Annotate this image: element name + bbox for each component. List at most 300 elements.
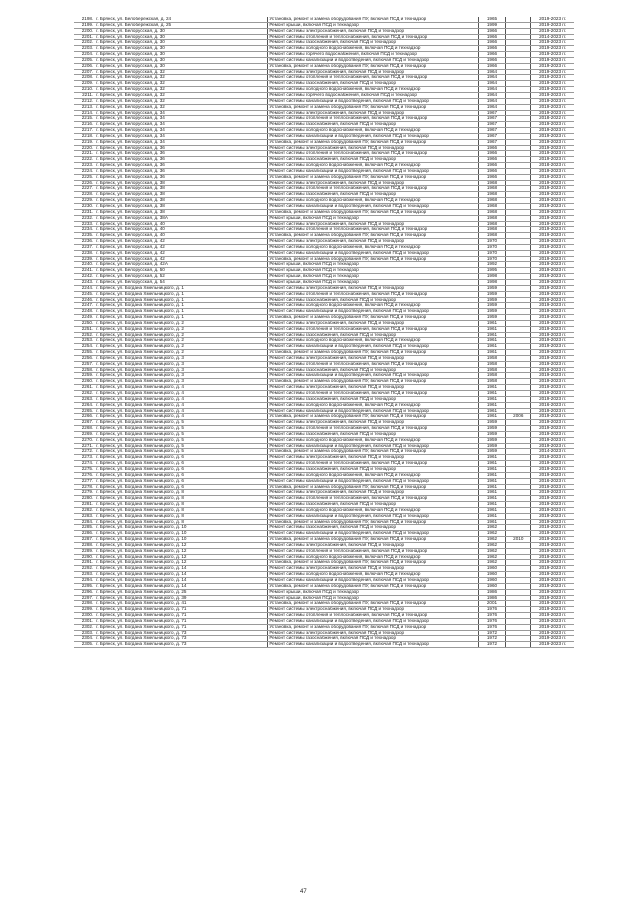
planned-period-cell: 2019-2023 гг. bbox=[531, 385, 574, 391]
build-year-cell: 1972 bbox=[478, 636, 505, 642]
build-year-cell: 1961 bbox=[478, 385, 505, 391]
build-year-cell: 1964 bbox=[478, 81, 505, 87]
row-number: 2303. bbox=[74, 630, 95, 636]
address-cell: г. Брянск, ул. Богдана Хмельницкого, д. 2 bbox=[95, 338, 268, 344]
work-type-cell: Ремонт системы канализации и водоотведения, включая ПСД и технадзор bbox=[268, 373, 479, 379]
last-repair-year-cell: 2006 bbox=[506, 414, 531, 420]
address-cell: г. Брянск, ул. Богдана Хмельницкого, д. 8 bbox=[95, 496, 268, 502]
capital-repair-table bbox=[74, 17, 574, 648]
build-year-cell: 1958 bbox=[478, 373, 505, 379]
row-number: 2255. bbox=[74, 350, 95, 356]
row-number: 2266. bbox=[74, 414, 95, 420]
build-year-cell: 1962 bbox=[478, 531, 505, 537]
row-number: 2242. bbox=[74, 274, 95, 280]
row-number: 2250. bbox=[74, 320, 95, 326]
planned-period-cell: 2019-2023 гг. bbox=[531, 192, 574, 198]
address-cell: г. Брянск, ул. Белорусская, д. 30 bbox=[95, 28, 268, 34]
planned-period-cell: 2019-2023 гг. bbox=[531, 583, 574, 589]
build-year-cell: 1964 bbox=[478, 87, 505, 93]
row-number: 2265. bbox=[74, 408, 95, 414]
row-number: 2299. bbox=[74, 607, 95, 613]
work-type-cell: Ремонт крыши, включая ПСД и технадзор bbox=[268, 215, 479, 221]
planned-period-cell: 2019-2023 гг. bbox=[531, 426, 574, 432]
address-cell: г. Брянск, ул. Белорусская, д. 52 bbox=[95, 274, 268, 280]
work-type-cell: Ремонт системы газоснабжения, включая ПСД и технадзор bbox=[268, 431, 479, 437]
work-type-cell: Ремонт системы электроснабжения, включая ПСД и технадзор bbox=[268, 630, 479, 636]
address-cell: г. Брянск, ул. Белобережская, д. 25 bbox=[95, 22, 268, 28]
work-type-cell: Установка, ремонт и замена оборудования ПУ, включая ПСД и технадзор bbox=[268, 233, 479, 239]
address-cell: г. Брянск, ул. Богдана Хмельницкого, д. 5 bbox=[95, 420, 268, 426]
work-type-cell: Ремонт системы электроснабжения, включая ПСД и технадзор bbox=[268, 221, 479, 227]
build-year-cell: 1959 bbox=[478, 431, 505, 437]
row-number: 2273. bbox=[74, 455, 95, 461]
build-year-cell: 1961 bbox=[478, 326, 505, 332]
build-year-cell: 1964 bbox=[478, 104, 505, 110]
address-cell: г. Брянск, ул. Богдана Хмельницкого, д. 1 bbox=[95, 297, 268, 303]
row-number: 2289. bbox=[74, 548, 95, 554]
row-number: 2282. bbox=[74, 507, 95, 513]
planned-period-cell: 2019-2023 гг. bbox=[531, 274, 574, 280]
planned-period-cell: 2019-2023 гг. bbox=[531, 414, 574, 420]
row-number: 2283. bbox=[74, 513, 95, 519]
address-cell: г. Брянск, ул. Белорусская, д. 34 bbox=[95, 128, 268, 134]
build-year-cell: 1959 bbox=[478, 309, 505, 315]
row-number: 2262. bbox=[74, 391, 95, 397]
planned-period-cell: 2019-2023 гг. bbox=[531, 396, 574, 402]
planned-period-cell: 2019-2023 гг. bbox=[531, 578, 574, 584]
address-cell: г. Брянск, ул. Белорусская, д. 34 bbox=[95, 110, 268, 116]
planned-period-cell: 2019-2023 гг. bbox=[531, 186, 574, 192]
row-number: 2235. bbox=[74, 233, 95, 239]
work-type-cell: Ремонт системы отопления и теплоснабжения, включая ПСД и технадзор bbox=[268, 151, 479, 157]
build-year-cell: 1959 bbox=[478, 297, 505, 303]
page-number: 47 bbox=[300, 889, 307, 895]
address-cell: г. Брянск, ул. Белорусская, д. 40 bbox=[95, 221, 268, 227]
address-cell: г. Брянск, ул. Белорусская, д. 30 bbox=[95, 63, 268, 69]
address-cell: г. Брянск, ул. Богдана Хмельницкого, д. 1 bbox=[95, 303, 268, 309]
work-type-cell: Ремонт системы электроснабжения, включая ПСД и технадзор bbox=[268, 385, 479, 391]
planned-period-cell: 2019-2023 гг. bbox=[531, 151, 574, 157]
build-year-cell: 1962 bbox=[478, 537, 505, 543]
address-cell: г. Брянск, ул. Богдана Хмельницкого, д. 8 bbox=[95, 519, 268, 525]
work-type-cell: Ремонт системы электроснабжения, включая ПСД и технадзор bbox=[268, 239, 479, 245]
work-type-cell: Ремонт системы канализации и водоотведения, включая ПСД и технадзор bbox=[268, 443, 479, 449]
planned-period-cell: 2019-2023 гг. bbox=[531, 250, 574, 256]
build-year-cell: 1961 bbox=[478, 502, 505, 508]
address-cell: г. Брянск, ул. Белорусская, д. 38 bbox=[95, 198, 268, 204]
build-year-cell: 1966 bbox=[478, 57, 505, 63]
planned-period-cell: 2019-2023 гг. bbox=[531, 431, 574, 437]
planned-period-cell: 2019-2023 гг. bbox=[531, 320, 574, 326]
row-number: 2214. bbox=[74, 110, 95, 116]
address-cell: г. Брянск, ул. Богдана Хмельницкого, д. 2 bbox=[95, 350, 268, 356]
address-cell: г. Брянск, ул. Богдана Хмельницкого, д. 6 bbox=[95, 472, 268, 478]
address-cell: г. Брянск, ул. Белорусская, д. 36 bbox=[95, 174, 268, 180]
work-type-cell: Установка, ремонт и замена оборудования ПУ, включая ПСД и технадзор bbox=[268, 139, 479, 145]
build-year-cell: 1961 bbox=[478, 484, 505, 490]
address-cell: г. Брянск, ул. Белорусская, д. 32 bbox=[95, 87, 268, 93]
build-year-cell: 1958 bbox=[478, 379, 505, 385]
work-type-cell: Ремонт системы холодного водоснабжения, включая ПСД и технадзор bbox=[268, 437, 479, 443]
work-type-cell: Установка, ремонт и замена оборудования ПУ, включая ПСД и технадзор bbox=[268, 256, 479, 262]
address-cell: г. Брянск, ул. Белорусская, д. 32 bbox=[95, 69, 268, 75]
work-type-cell: Ремонт системы холодного водоснабжения, включая ПСД и технадзор bbox=[268, 163, 479, 169]
address-cell: г. Брянск, ул. Богдана Хмельницкого, д. 2 bbox=[95, 326, 268, 332]
address-cell: г. Брянск, ул. Белорусская, д. 34 bbox=[95, 139, 268, 145]
address-cell: г. Брянск, ул. Богдана Хмельницкого, д. 14 bbox=[95, 578, 268, 584]
row-number: 2281. bbox=[74, 502, 95, 508]
planned-period-cell: 2019-2023 гг. bbox=[531, 636, 574, 642]
address-cell: г. Брянск, ул. Белорусская, д. 32 bbox=[95, 104, 268, 110]
planned-period-cell: 2019-2023 гг. bbox=[531, 157, 574, 163]
address-cell: г. Брянск, ул. Богдана Хмельницкого, д. 8 bbox=[95, 490, 268, 496]
build-year-cell: 1995 bbox=[478, 268, 505, 274]
address-cell: г. Брянск, ул. Белорусская, д. 38 bbox=[95, 204, 268, 210]
work-type-cell: Ремонт системы холодного водоснабжения, включая ПСД и технадзор bbox=[268, 46, 479, 52]
build-year-cell: 1962 bbox=[478, 554, 505, 560]
planned-period-cell: 2019-2023 гг. bbox=[531, 472, 574, 478]
row-number: 2301. bbox=[74, 618, 95, 624]
address-cell: г. Брянск, ул. Богдана Хмельницкого, д. 8 bbox=[95, 502, 268, 508]
planned-period-cell: 2019-2023 гг. bbox=[531, 519, 574, 525]
build-year-cell: 1962 bbox=[478, 560, 505, 566]
build-year-cell: 1958 bbox=[478, 355, 505, 361]
work-type-cell: Ремонт системы отопления и теплоснабжения, включая ПСД и технадзор bbox=[268, 496, 479, 502]
work-type-cell: Ремонт системы канализации и водоотведения, включая ПСД и технадзор bbox=[268, 309, 479, 315]
work-type-cell: Ремонт системы электроснабжения, включая ПСД и технадзор bbox=[268, 420, 479, 426]
row-number: 2200. bbox=[74, 28, 95, 34]
planned-period-cell: 2016-2023 гг. bbox=[531, 402, 574, 408]
build-year-cell: 1961 bbox=[478, 320, 505, 326]
work-type-cell: Ремонт системы канализации и водоотведения, включая ПСД и технадзор bbox=[268, 133, 479, 139]
build-year-cell: 1966 bbox=[478, 168, 505, 174]
row-number: 2228. bbox=[74, 192, 95, 198]
planned-period-cell: 2019-2023 гг. bbox=[531, 285, 574, 291]
work-type-cell: Ремонт системы канализации и водоотведения, включая ПСД и технадзор bbox=[268, 531, 479, 537]
row-number: 2267. bbox=[74, 420, 95, 426]
row-number: 2287. bbox=[74, 537, 95, 543]
work-type-cell: Ремонт системы газоснабжения, включая ПСД и технадзор bbox=[268, 502, 479, 508]
planned-period-cell: 2019-2023 гг. bbox=[531, 221, 574, 227]
planned-period-cell: 2019-2023 гг. bbox=[531, 560, 574, 566]
build-year-cell: 1965 bbox=[478, 17, 505, 22]
address-cell: г. Брянск, ул. Богдана Хмельницкого, д. 12 bbox=[95, 542, 268, 548]
build-year-cell: 1961 bbox=[478, 414, 505, 420]
row-number: 2278. bbox=[74, 484, 95, 490]
work-type-cell: Ремонт крыши, включая ПСД и технадзор bbox=[268, 262, 479, 268]
address-cell: г. Брянск, ул. Белорусская, д. 42А bbox=[95, 262, 268, 268]
work-type-cell: Ремонт системы электроснабжения, включая ПСД и технадзор bbox=[268, 285, 479, 291]
planned-period-cell: 2019-2023 гг. bbox=[531, 57, 574, 63]
build-year-cell: 1958 bbox=[478, 367, 505, 373]
planned-period-cell: 2019-2023 гг. bbox=[531, 344, 574, 350]
row-number: 2298. bbox=[74, 601, 95, 607]
build-year-cell: 1970 bbox=[478, 250, 505, 256]
build-year-cell: 1968 bbox=[478, 233, 505, 239]
address-cell: г. Брянск, ул. Белорусская, д. 42 bbox=[95, 239, 268, 245]
address-cell: г. Брянск, ул. Богдана Хмельницкого, д. 2 bbox=[95, 344, 268, 350]
planned-period-cell: 2019-2023 гг. bbox=[531, 338, 574, 344]
work-type-cell: Установка, ремонт и замена оборудования ПУ, включая ПСД и технадзор bbox=[268, 379, 479, 385]
build-year-cell: 1959 bbox=[478, 285, 505, 291]
build-year-cell: 1972 bbox=[478, 642, 505, 648]
work-type-cell: Ремонт системы канализации и водоотведения, включая ПСД и технадзор bbox=[268, 513, 479, 519]
work-type-cell: Ремонт системы отопления и теплоснабжения, включая ПСД и технадзор bbox=[268, 426, 479, 432]
work-type-cell: Ремонт системы холодного водоснабжения, включая ПСД и технадзор bbox=[268, 87, 479, 93]
row-number: 2216. bbox=[74, 122, 95, 128]
work-type-cell: Ремонт системы канализации и водоотведения, включая ПСД и технадзор bbox=[268, 408, 479, 414]
planned-period-cell: 2019-2023 гг. bbox=[531, 315, 574, 321]
planned-period-cell: 2019-2023 гг. bbox=[531, 361, 574, 367]
planned-period-cell: 2019-2023 гг. bbox=[531, 379, 574, 385]
planned-period-cell: 2016-2023 гг. bbox=[531, 478, 574, 484]
planned-period-cell: 2019-2023 гг. bbox=[531, 566, 574, 572]
last-repair-year-cell: 2010 bbox=[506, 537, 531, 543]
work-type-cell: Ремонт системы канализации и водоотведения, включая ПСД и технадзор bbox=[268, 642, 479, 648]
address-cell: г. Брянск, ул. Богдана Хмельницкого, д. 8 bbox=[95, 507, 268, 513]
build-year-cell: 1961 bbox=[478, 396, 505, 402]
address-cell: г. Брянск, ул. Богдана Хмельницкого, д. 14 bbox=[95, 583, 268, 589]
build-year-cell: 1976 bbox=[478, 607, 505, 613]
build-year-cell: 1964 bbox=[478, 92, 505, 98]
row-number: 2302. bbox=[74, 624, 95, 630]
work-type-cell: Установка, ремонт и замена оборудования ПУ, включая ПСД и технадзор bbox=[268, 560, 479, 566]
address-cell: г. Брянск, ул. Белорусская, д. 38А bbox=[95, 215, 268, 221]
build-year-cell: 1968 bbox=[478, 209, 505, 215]
row-number: 2246. bbox=[74, 297, 95, 303]
build-year-cell: 1959 bbox=[478, 443, 505, 449]
planned-period-cell: 2019-2023 гг. bbox=[531, 46, 574, 52]
planned-period-cell: 2019-2023 гг. bbox=[531, 63, 574, 69]
build-year-cell: 1966 bbox=[478, 174, 505, 180]
row-number: 2290. bbox=[74, 554, 95, 560]
row-number: 2304. bbox=[74, 636, 95, 642]
planned-period-cell: 2019-2023 гг. bbox=[531, 122, 574, 128]
address-cell: г. Брянск, ул. Белорусская, д. 36 bbox=[95, 168, 268, 174]
address-cell: г. Брянск, ул. Богдана Хмельницкого, д. 12 bbox=[95, 560, 268, 566]
build-year-cell: 1962 bbox=[478, 525, 505, 531]
row-number: 2271. bbox=[74, 443, 95, 449]
row-number: 2274. bbox=[74, 461, 95, 467]
address-cell: г. Брянск, ул. Богдана Хмельницкого, д. 5 bbox=[95, 426, 268, 432]
build-year-cell: 1998 bbox=[478, 274, 505, 280]
row-number: 2254. bbox=[74, 344, 95, 350]
build-year-cell: 1968 bbox=[478, 227, 505, 233]
work-type-cell: Ремонт системы холодного водоснабжения, включая ПСД и технадзор bbox=[268, 554, 479, 560]
work-type-cell: Ремонт системы отопления и теплоснабжения, включая ПСД и технадзор bbox=[268, 548, 479, 554]
build-year-cell: 1962 bbox=[478, 548, 505, 554]
address-cell: г. Брянск, ул. Белорусская, д. 36 bbox=[95, 151, 268, 157]
planned-period-cell: 2019-2023 гг. bbox=[531, 642, 574, 648]
address-cell: г. Брянск, ул. Богдана Хмельницкого, д. 5 bbox=[95, 437, 268, 443]
planned-period-cell: 2019-2023 гг. bbox=[531, 350, 574, 356]
address-cell: г. Брянск, ул. Белорусская, д. 30 bbox=[95, 52, 268, 58]
build-year-cell: 1966 bbox=[478, 34, 505, 40]
table-row bbox=[74, 642, 574, 648]
work-type-cell: Ремонт системы отопления и теплоснабжения, включая ПСД и технадзор bbox=[268, 326, 479, 332]
address-cell: г. Брянск, ул. Белорусская, д. 36 bbox=[95, 145, 268, 151]
build-year-cell: 1958 bbox=[478, 361, 505, 367]
row-number: 2286. bbox=[74, 531, 95, 537]
work-type-cell: Ремонт системы отопления и теплоснабжения, включая ПСД и технадзор bbox=[268, 461, 479, 467]
work-type-cell: Ремонт системы канализации и водоотведения, включая ПСД и технадзор bbox=[268, 578, 479, 584]
work-type-cell: Ремонт системы газоснабжения, включая ПСД и технадзор bbox=[268, 367, 479, 373]
work-type-cell: Ремонт крыши, включая ПСД и технадзор bbox=[268, 22, 479, 28]
address-cell: г. Брянск, ул. Белорусская, д. 30 bbox=[95, 40, 268, 46]
address-cell: г. Брянск, ул. Белорусская, д. 36 bbox=[95, 163, 268, 169]
work-type-cell: Ремонт системы электроснабжения, включая ПСД и технадзор bbox=[268, 69, 479, 75]
row-number: 2249. bbox=[74, 315, 95, 321]
work-type-cell: Установка, ремонт и замена оборудования ПУ, включая ПСД и технадзор bbox=[268, 537, 479, 543]
build-year-cell: 1964 bbox=[478, 75, 505, 81]
work-type-cell: Установка, ремонт и замена оборудования ПУ, включая ПСД и технадзор bbox=[268, 17, 479, 22]
address-cell: г. Брянск, ул. Богдана Хмельницкого, д. 4 bbox=[95, 414, 268, 420]
work-type-cell: Ремонт системы отопления и теплоснабжения, включая ПСД и технадзор bbox=[268, 227, 479, 233]
planned-period-cell: 2019-2023 гг. bbox=[531, 455, 574, 461]
planned-period-cell: 2019-2023 гг. bbox=[531, 595, 574, 601]
planned-period-cell: 2019-2023 гг. bbox=[531, 262, 574, 268]
planned-period-cell: 2019-2023 гг. bbox=[531, 40, 574, 46]
planned-period-cell: 2018-2023 гг. bbox=[531, 163, 574, 169]
planned-period-cell: 2019-2023 гг. bbox=[531, 391, 574, 397]
work-type-cell: Ремонт системы канализации и водоотведения, включая ПСД и технадзор bbox=[268, 250, 479, 256]
row-number: 2243. bbox=[74, 279, 95, 285]
row-number: 2198. bbox=[74, 17, 95, 22]
row-number: 2223. bbox=[74, 163, 95, 169]
row-number: 2206. bbox=[74, 63, 95, 69]
address-cell: г. Брянск, ул. Белорусская, д. 34 bbox=[95, 116, 268, 122]
work-type-cell: Ремонт крыши, включая ПСД и технадзор bbox=[268, 589, 479, 595]
work-type-cell: Ремонт системы холодного водоснабжения, включая ПСД и технадзор bbox=[268, 507, 479, 513]
build-year-cell: 1961 bbox=[478, 455, 505, 461]
work-type-cell: Ремонт системы электроснабжения, включая ПСД и технадзор bbox=[268, 28, 479, 34]
work-type-cell: Ремонт системы холодного водоснабжения, включая ПСД и технадзор bbox=[268, 338, 479, 344]
build-year-cell: 1960 bbox=[478, 578, 505, 584]
planned-period-cell: 2014-2023 гг. bbox=[531, 449, 574, 455]
row-number: 2279. bbox=[74, 490, 95, 496]
work-type-cell: Установка, ремонт и замена оборудования ПУ, включая ПСД и технадзор bbox=[268, 601, 479, 607]
planned-period-cell: 2019-2023 гг. bbox=[531, 613, 574, 619]
address-cell: г. Брянск, ул. Богдана Хмельницкого, д. 5 bbox=[95, 449, 268, 455]
planned-period-cell: 2019-2023 гг. bbox=[531, 408, 574, 414]
work-type-cell: Ремонт системы канализации и водоотведения, включая ПСД и технадзор bbox=[268, 618, 479, 624]
address-cell: г. Брянск, ул. Богдана Хмельницкого, д. 39 bbox=[95, 595, 268, 601]
row-number: 2245. bbox=[74, 291, 95, 297]
address-cell: г. Брянск, ул. Богдана Хмельницкого, д. 4 bbox=[95, 396, 268, 402]
address-cell: г. Брянск, ул. Белорусская, д. 42 bbox=[95, 256, 268, 262]
work-type-cell: Установка, ремонт и замена оборудования ПУ, включая ПСД и технадзор bbox=[268, 484, 479, 490]
row-number: 2231. bbox=[74, 209, 95, 215]
work-type-cell: Установка, ремонт и замена оборудования ПУ, включая ПСД и технадзор bbox=[268, 624, 479, 630]
row-number: 2256. bbox=[74, 355, 95, 361]
address-cell: г. Брянск, ул. Богдана Хмельницкого, д. 3 bbox=[95, 373, 268, 379]
address-cell: г. Брянск, ул. Белорусская, д. 38 bbox=[95, 186, 268, 192]
build-year-cell: 1961 bbox=[478, 490, 505, 496]
work-type-cell: Ремонт системы горячего водоснабжения, включая ПСД и технадзор bbox=[268, 52, 479, 58]
build-year-cell: 1966 bbox=[478, 157, 505, 163]
row-number: 2252. bbox=[74, 332, 95, 338]
row-number: 2288. bbox=[74, 542, 95, 548]
work-type-cell: Ремонт системы электроснабжения, включая ПСД и технадзор bbox=[268, 110, 479, 116]
address-cell: г. Брянск, ул. Белорусская, д. 38 bbox=[95, 192, 268, 198]
planned-period-cell: 2019-2023 гг. bbox=[531, 204, 574, 210]
work-type-cell: Ремонт системы газоснабжения, включая ПСД и технадзор bbox=[268, 636, 479, 642]
address-cell: г. Брянск, ул. Богдана Хмельницкого, д. 2 bbox=[95, 320, 268, 326]
row-number: 2234. bbox=[74, 227, 95, 233]
planned-period-cell: 2019-2023 гг. bbox=[531, 256, 574, 262]
build-year-cell: 1959 bbox=[478, 449, 505, 455]
planned-period-cell: 2019-2023 гг. bbox=[531, 168, 574, 174]
row-number: 2253. bbox=[74, 338, 95, 344]
planned-period-cell: 2019-2023 гг. bbox=[531, 139, 574, 145]
address-cell: г. Брянск, ул. Богдана Хмельницкого, д. 8 bbox=[95, 513, 268, 519]
row-number: 2300. bbox=[74, 613, 95, 619]
address-cell: г. Брянск, ул. Богдана Хмельницкого, д. 14 bbox=[95, 572, 268, 578]
planned-period-cell: 2019-2023 гг. bbox=[531, 297, 574, 303]
work-type-cell: Ремонт системы холодного водоснабжения, включая ПСД и технадзор bbox=[268, 128, 479, 134]
row-number: 2248. bbox=[74, 309, 95, 315]
address-cell: г. Брянск, ул. Богдана Хмельницкого, д. 1 bbox=[95, 315, 268, 321]
address-cell: г. Брянск, ул. Белорусская, д. 42 bbox=[95, 244, 268, 250]
planned-period-cell: 2019-2023 гг. bbox=[531, 303, 574, 309]
row-number: 2294. bbox=[74, 578, 95, 584]
planned-period-cell: 2018-2022 гг. bbox=[531, 116, 574, 122]
work-type-cell: Ремонт крыши, включая ПСД и технадзор bbox=[268, 268, 479, 274]
planned-period-cell: 2019-2023 гг. bbox=[531, 572, 574, 578]
row-number: 2233. bbox=[74, 221, 95, 227]
planned-period-cell: 2019-2023 гг. bbox=[531, 601, 574, 607]
build-year-cell: 1964 bbox=[478, 98, 505, 104]
row-number: 2244. bbox=[74, 285, 95, 291]
row-number: 2221. bbox=[74, 151, 95, 157]
planned-period-cell: 2019-2023 гг. bbox=[531, 92, 574, 98]
row-number: 2203. bbox=[74, 46, 95, 52]
address-cell: г. Брянск, ул. Богдана Хмельницкого, д. 12 bbox=[95, 548, 268, 554]
planned-period-cell: 2019-2023 гг. bbox=[531, 110, 574, 116]
address-cell: г. Брянск, ул. Богдана Хмельницкого, д. 3 bbox=[95, 367, 268, 373]
address-cell: г. Брянск, ул. Белорусская, д. 40 bbox=[95, 233, 268, 239]
address-cell: г. Брянск, ул. Богдана Хмельницкого, д. 1 bbox=[95, 291, 268, 297]
build-year-cell: 1961 bbox=[478, 350, 505, 356]
row-number: 2276. bbox=[74, 472, 95, 478]
row-number: 2207. bbox=[74, 69, 95, 75]
work-type-cell: Ремонт системы отопления и теплоснабжения, включая ПСД и технадзор bbox=[268, 291, 479, 297]
address-cell: г. Брянск, ул. Белорусская, д. 34 bbox=[95, 122, 268, 128]
planned-period-cell: 2019-2023 гг. bbox=[531, 104, 574, 110]
work-type-cell: Установка, ремонт и замена оборудования ПУ, включая ПСД и технадзор bbox=[268, 315, 479, 321]
row-number: 2305. bbox=[74, 642, 95, 648]
work-type-cell: Ремонт крыши, включая ПСД и технадзор bbox=[268, 595, 479, 601]
work-type-cell: Ремонт системы канализации и водоотведения, включая ПСД и технадзор bbox=[268, 57, 479, 63]
build-year-cell: 1968 bbox=[478, 198, 505, 204]
planned-period-cell: 2019-2023 гг. bbox=[531, 531, 574, 537]
build-year-cell: 1966 bbox=[478, 63, 505, 69]
planned-period-cell: 2019-2023 гг. bbox=[531, 496, 574, 502]
work-type-cell: Ремонт крыши, включая ПСД и технадзор bbox=[268, 274, 479, 280]
build-year-cell: 1967 bbox=[478, 128, 505, 134]
build-year-cell: 1961 bbox=[478, 461, 505, 467]
build-year-cell: 1966 bbox=[478, 163, 505, 169]
row-number: 2285. bbox=[74, 525, 95, 531]
build-year-cell: 1959 bbox=[478, 426, 505, 432]
build-year-cell: 1966 bbox=[478, 28, 505, 34]
planned-period-cell: 2019-2023 гг. bbox=[531, 367, 574, 373]
build-year-cell: 1961 bbox=[478, 478, 505, 484]
planned-period-cell: 2019-2023 гг. bbox=[531, 133, 574, 139]
row-number: 2209. bbox=[74, 81, 95, 87]
row-number: 2251. bbox=[74, 326, 95, 332]
row-number: 2215. bbox=[74, 116, 95, 122]
